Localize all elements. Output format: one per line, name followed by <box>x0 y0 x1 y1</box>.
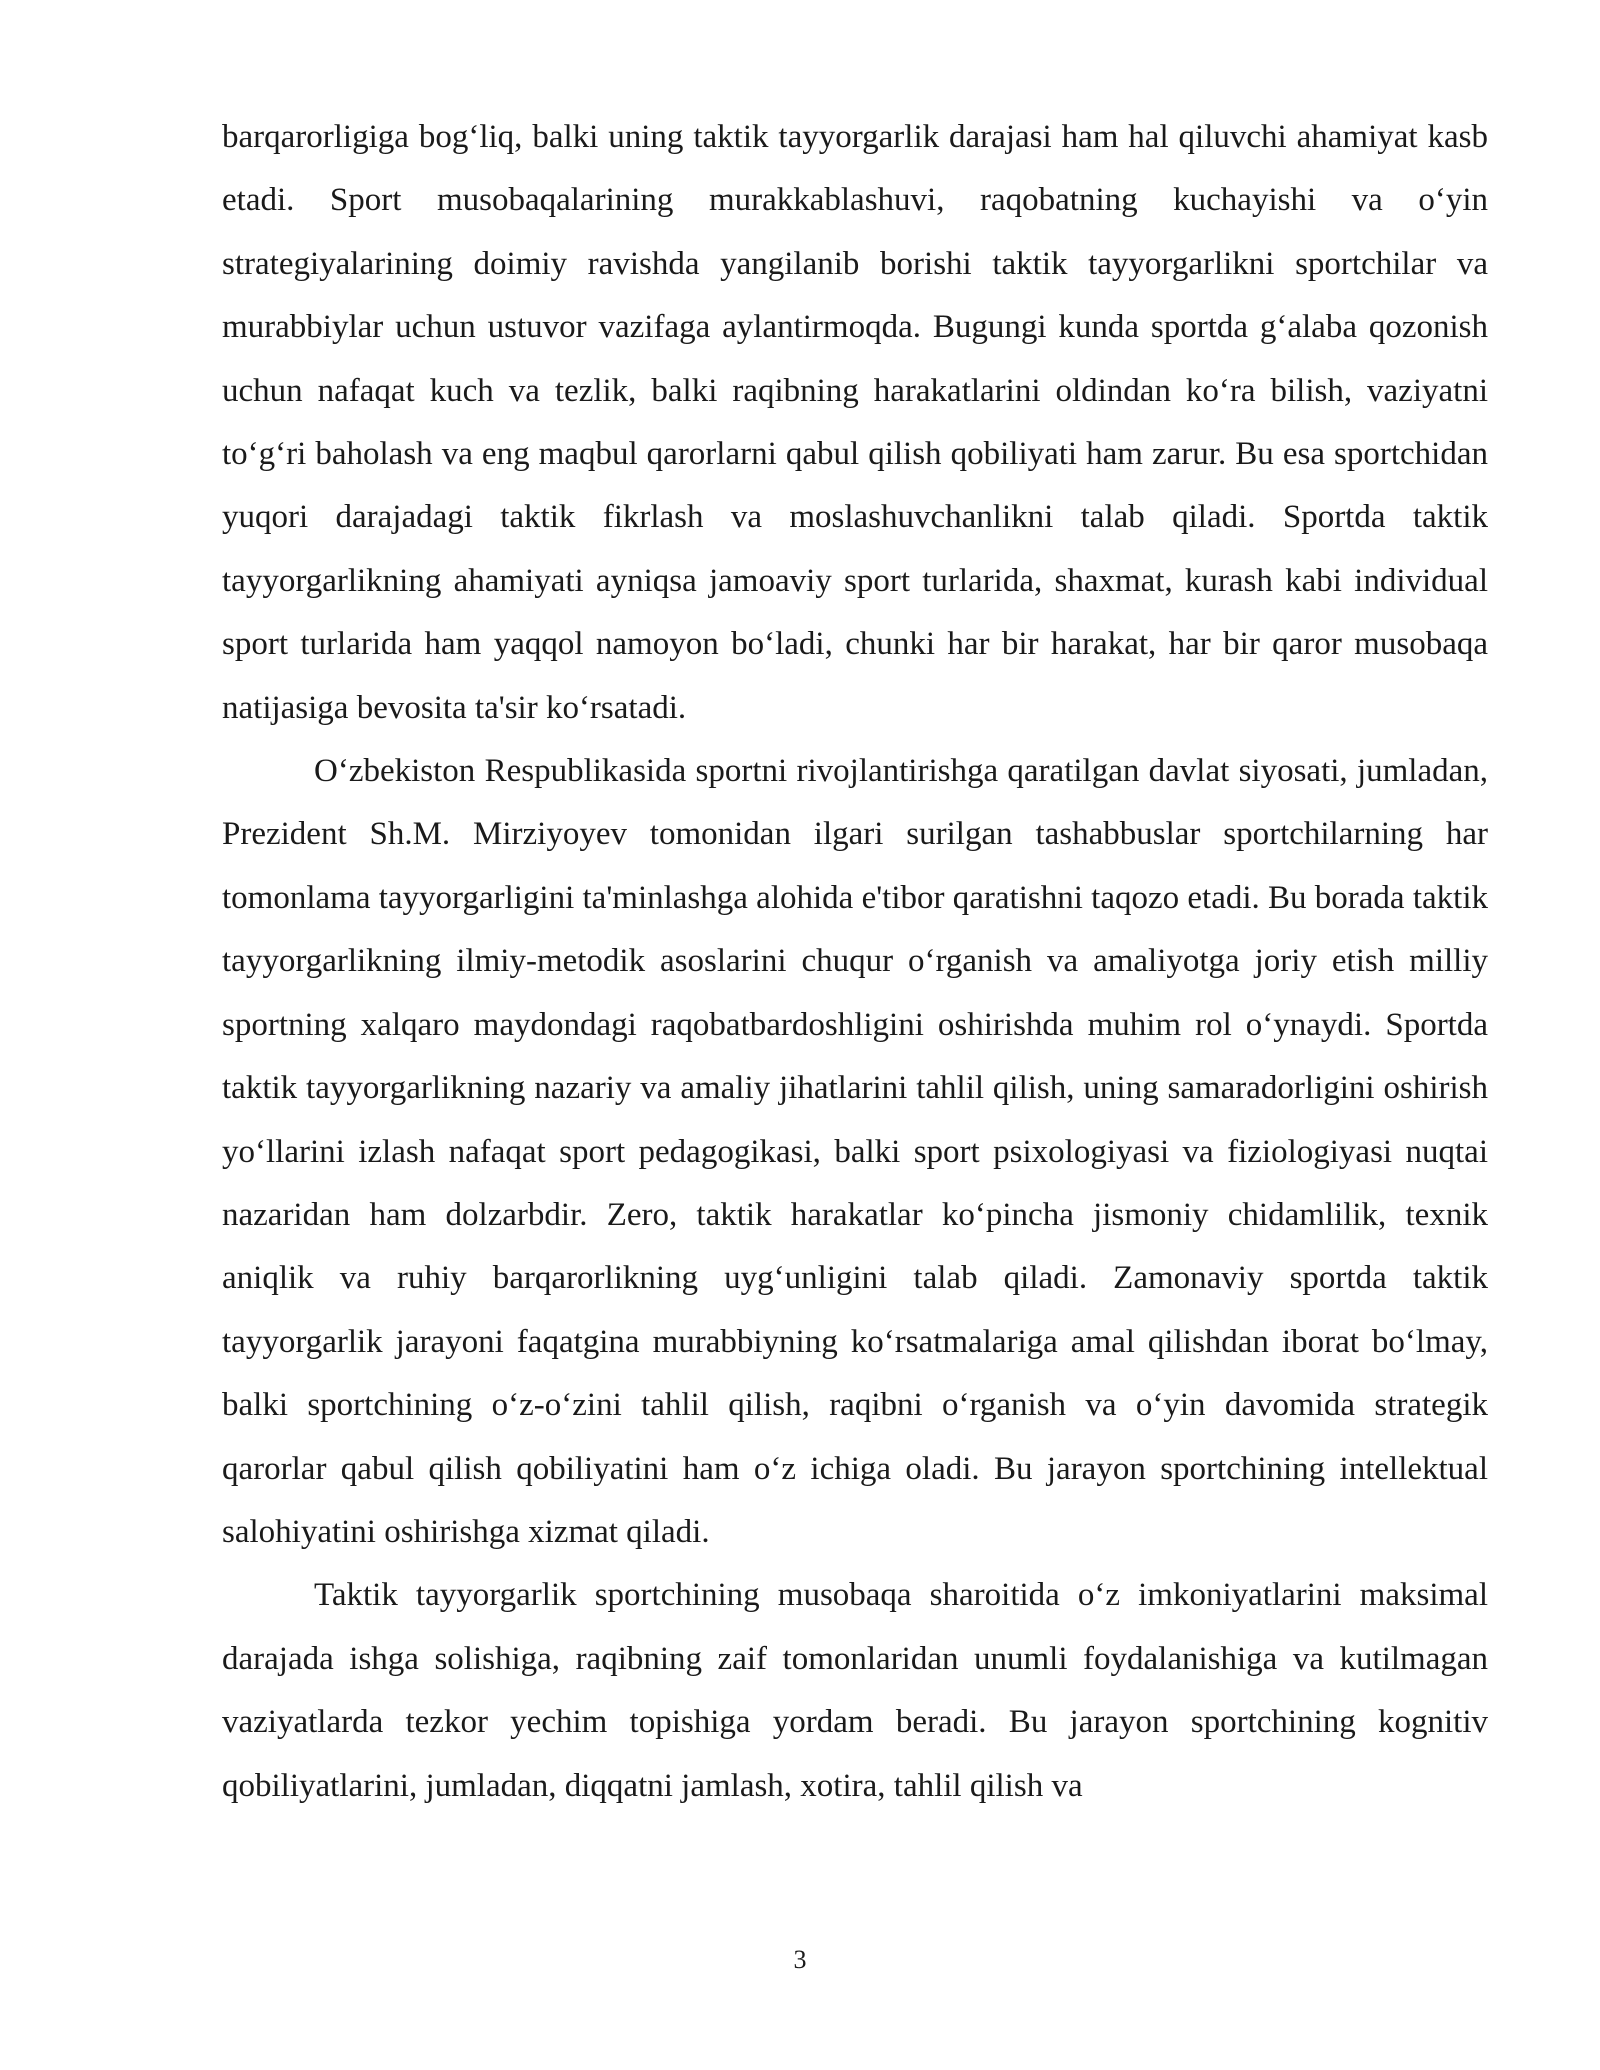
paragraph-2: O‘zbekiston Respublikasida sportni rivojlantirishga qaratilgan davlat siyosati, jumladan, Prezident Sh.M. Mirziyoyev tomonidan ilgari surilgan tashabbuslar sportchilarning har tomonlama tayyorgarligini ta'minlashga alohida e'tibor qaratishni taqozo etadi. Bu borada taktik tayyorgarlikning ilmiy-metodik asoslarini chuqur o‘rganish va amaliyotga joriy etish milliy sportning xalqaro maydondagi raqobatbardoshligini oshirishda muhim rol o‘ynaydi. Sportda taktik tayyorgarlikning nazariy va amaliy jihatlarini tahlil qilish, uning samaradorligini oshirish yo‘llarini izlash nafaqat sport pedagogikasi, balki sport psixologiyasi va fiziologiyasi nuqtai nazaridan ham dolzarbdir. Zero, taktik harakatlar ko‘pincha jismoniy chidamlilik, texnik aniqlik va ruhiy barqarorlikning uyg‘unligini talab qiladi. Zamonaviy sportda taktik tayyorgarlik jarayoni faqatgina murabbiyning ko‘rsatmalariga amal qilishdan iborat bo‘lmay, balki sportchining o‘z-o‘zini tahlil qilish, raqibni o‘rganish va o‘yin davomida strategik qarorlar qabul qilish qobiliyatini ham o‘z ichiga oladi. Bu jarayon sportchining intellektual salohiyatini oshirishga xizmat qiladi. <box>222 753 1488 1550</box>
paragraph-1: barqarorligiga bog‘liq, balki uning taktik tayyorgarlik darajasi ham hal qiluvchi ahamiyat kasb etadi. Sport musobaqalarining murakkablashuvi, raqobatning kuchayishi va o‘yin strategiyalarining doimiy ravishda yangilanib borishi taktik tayyorgarlikni sportchilar va murabbiylar uchun ustuvor vazifaga aylantirmoqda. Bugungi kunda sportda g‘alaba qozonish uchun nafaqat kuch va tezlik, balki raqibning harakatlarini oldindan ko‘ra bilish, vaziyatni to‘g‘ri baholash va eng maqbul qarorlarni qabul qilish qobiliyati ham zarur. Bu esa sportchidan yuqori darajadagi taktik fikrlash va moslashuvchanlikni talab qiladi. Sportda taktik tayyorgarlikning ahamiyati ayniqsa jamoaviy sport turlarida, shaxmat, kurash kabi individual sport turlarida ham yaqqol namoyon bo‘ladi, chunki har bir harakat, har bir qaror musobaqa natijasiga bevosita ta'sir ko‘rsatadi. <box>222 119 1488 726</box>
body-text <box>222 106 1488 1818</box>
paragraph-3: Taktik tayyorgarlik sportchining musobaqa sharoitida o‘z imkoniyatlarini maksimal darajada ishga solishiga, raqibning zaif tomonlaridan unumli foydalanishiga va kutilmagan vaziyatlarda tezkor yechim topishiga yordam beradi. Bu jarayon sportchining kognitiv qobiliyatlarini, jumladan, diqqatni jamlash, xotira, tahlil qilish va <box>222 1577 1488 1804</box>
page-number: 3 <box>793 1945 807 1974</box>
